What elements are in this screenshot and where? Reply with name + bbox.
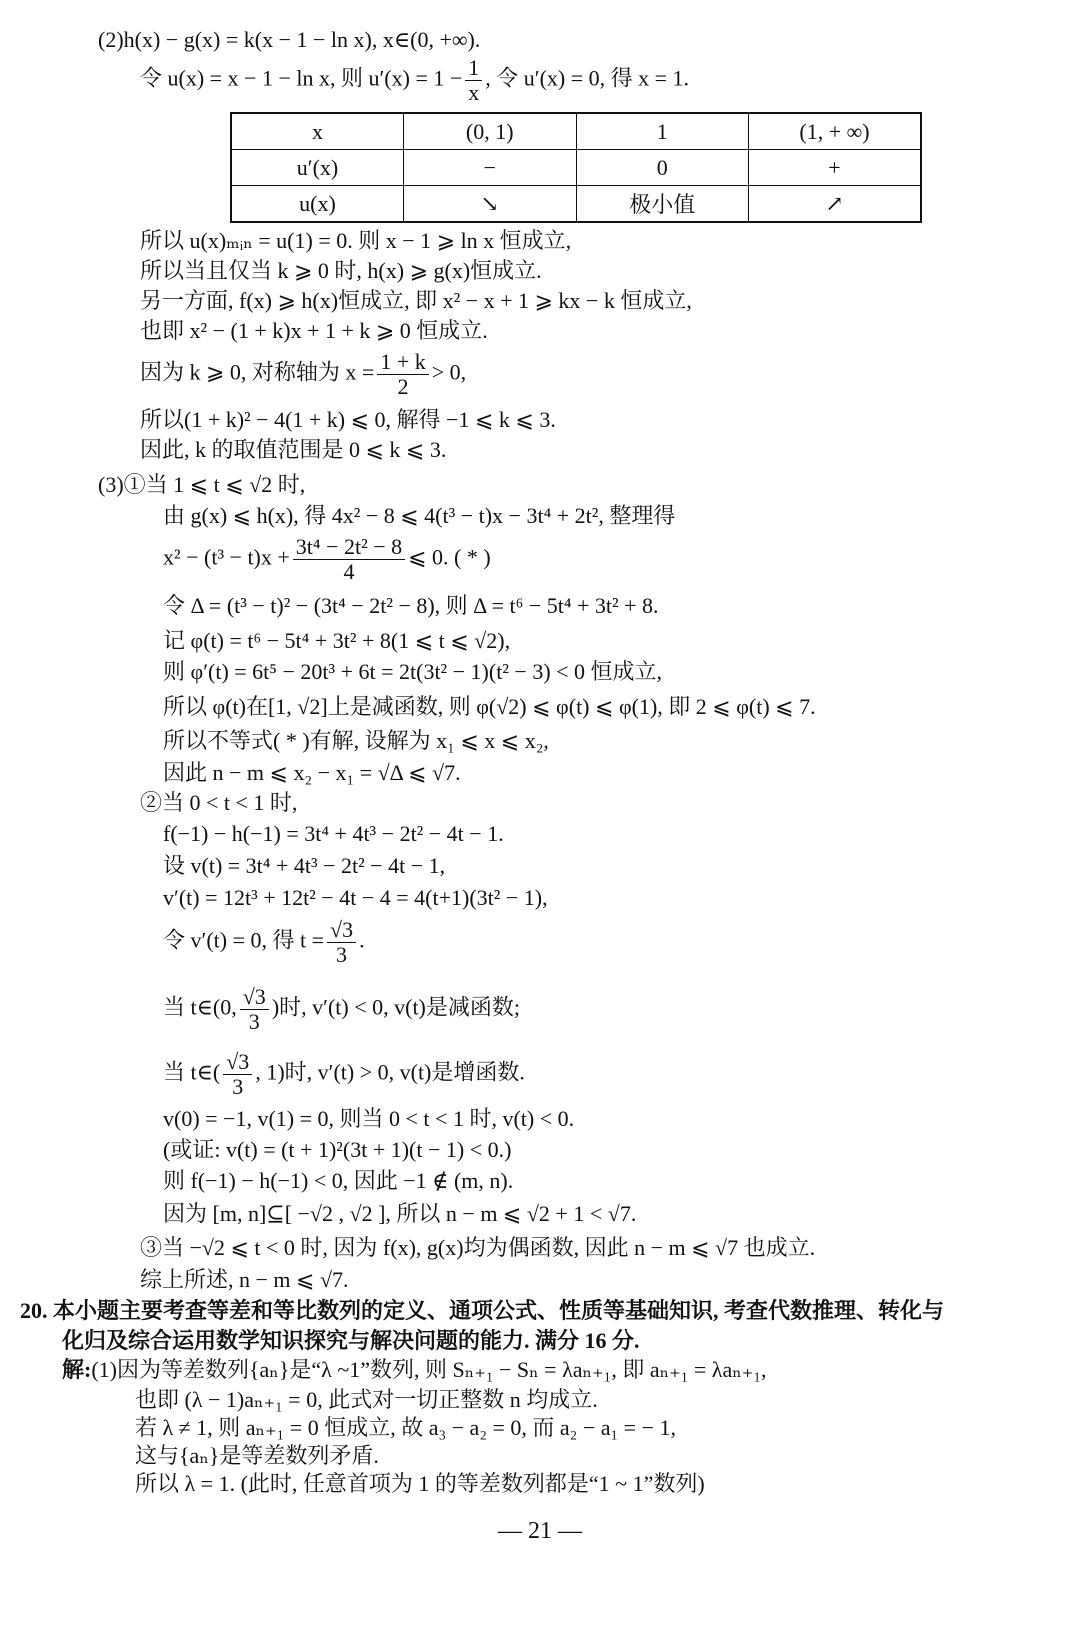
text: 当 t∈( [163, 1059, 221, 1085]
table-row [231, 186, 921, 223]
part3-line: (或证: v(t) = (t + 1)²(3t + 1)(t − 1) < 0.) [163, 1137, 512, 1162]
increasing-arrow-icon: ↗ [749, 186, 922, 223]
numerator: √3 [223, 1050, 252, 1075]
table-cell: 极小值 [576, 186, 749, 223]
part3-line: 所以 φ(t)在[1, √2]上是减函数, 则 φ(√2) ⩽ φ(t) ⩽ φ(1), 即 2 ⩽ φ(t) ⩽ 7. [163, 694, 816, 719]
part3-line: 因此 n − m ⩽ x₂ − x₁ = √Δ ⩽ √7. [163, 760, 461, 785]
part3-line: f(−1) − h(−1) = 3t⁴ + 4t³ − 2t² − 4t − 1. [163, 821, 504, 846]
text: (1)因为等差数列{aₙ}是“λ ~1”数列, 则 Sₙ₊₁ − Sₙ = λaₙ₊₁, 即 aₙ₊₁ = λaₙ₊₁, [91, 1357, 767, 1382]
part2-line: 所以(1 + k)² − 4(1 + k) ⩽ 0, 解得 −1 ⩽ k ⩽ 3. [140, 407, 556, 432]
part3-line: 综上所述, n − m ⩽ √7. [140, 1267, 349, 1292]
part3-line [163, 1050, 525, 1099]
table-cell: u′(x) [231, 150, 404, 186]
table-cell: x [231, 113, 404, 150]
part3-line: 则 φ′(t) = 6t⁵ − 20t³ + 6t = 2t(3t² − 1)(t² − 3) < 0 恒成立, [163, 659, 663, 684]
table-cell: + [749, 150, 922, 186]
fraction [465, 56, 482, 105]
q20-line: 所以 λ = 1. (此时, 任意首项为 1 的等差数列都是“1 ~ 1”数列) [135, 1471, 705, 1496]
fraction [223, 1050, 252, 1099]
fraction [240, 985, 269, 1034]
q20-heading: 20. 本小题主要考查等差和等比数列的定义、通项公式、性质等基础知识, 考查代数推理、转化与 [20, 1298, 945, 1323]
fraction [377, 350, 428, 399]
part2-line [140, 350, 466, 399]
numerator: √3 [327, 918, 356, 943]
denominator: 3 [248, 1009, 260, 1034]
text: 因为 k ⩾ 0, 对称轴为 x = [140, 359, 375, 385]
q20-line [62, 1357, 767, 1383]
text: , 令 u′(x) = 0, 得 x = 1. [485, 65, 690, 91]
monotonicity-table [230, 112, 922, 223]
text: 令 v′(t) = 0, 得 t = [163, 927, 325, 953]
text: , 1)时, v′(t) > 0, v(t)是增函数. [255, 1059, 525, 1085]
table-cell: 1 [576, 113, 749, 150]
part3-line: 所以不等式( * )有解, 设解为 x₁ ⩽ x ⩽ x₂, [163, 728, 549, 753]
part3-line: 由 g(x) ⩽ h(x), 得 4x² − 8 ⩽ 4(t³ − t)x − 3t⁴ + 2t², 整理得 [163, 503, 676, 528]
text: x² − (t³ − t)x + [163, 544, 290, 570]
part3-line: (3)①当 1 ⩽ t ⩽ √2 时, [98, 472, 306, 497]
part2-line: 所以 u(x)ₘᵢₙ = u(1) = 0. 则 x − 1 ⩾ ln x 恒成立, [140, 228, 572, 253]
table-row [231, 150, 921, 186]
numerator: 1 + k [377, 350, 428, 375]
part3-line: 记 φ(t) = t⁶ − 5t⁴ + 3t² + 8(1 ⩽ t ⩽ √2), [163, 628, 511, 653]
fraction [327, 918, 356, 967]
table-cell: (0, 1) [404, 113, 577, 150]
table-cell: (1, + ∞) [749, 113, 922, 150]
numerator: 3t⁴ − 2t² − 8 [293, 535, 405, 560]
q20-line: 也即 (λ − 1)aₙ₊₁ = 0, 此式对一切正整数 n 均成立. [135, 1387, 598, 1412]
table-cell: − [404, 150, 577, 186]
part2-line: (2)h(x) − g(x) = k(x − 1 − ln x), x∈(0, +∞). [98, 27, 481, 52]
numerator: √3 [240, 985, 269, 1010]
q20-line: 这与{aₙ}是等差数列矛盾. [135, 1443, 379, 1468]
denominator: 3 [336, 942, 348, 967]
part2-line: 因此, k 的取值范围是 0 ⩽ k ⩽ 3. [140, 437, 447, 462]
part3-line: ③当 −√2 ⩽ t < 0 时, 因为 f(x), g(x)均为偶函数, 因此 n − m ⩽ √7 也成立. [140, 1235, 816, 1260]
part3-line: 则 f(−1) − h(−1) < 0, 因此 −1 ∉ (m, n). [163, 1168, 514, 1193]
text: 当 t∈(0, [163, 994, 237, 1020]
text: ⩽ 0. ( * ) [408, 544, 491, 570]
table-cell: u(x) [231, 186, 404, 223]
part3-line: ②当 0 < t < 1 时, [140, 790, 298, 815]
fraction [293, 535, 405, 584]
solution-label: 解: [62, 1357, 92, 1382]
q20-line: 若 λ ≠ 1, 则 aₙ₊₁ = 0 恒成立, 故 a₃ − a₂ = 0, 而 a₂ − a₁ = − 1, [135, 1415, 676, 1440]
text: )时, v′(t) < 0, v(t)是减函数; [271, 994, 521, 1020]
table-cell: 0 [576, 150, 749, 186]
part3-line: 令 Δ = (t³ − t)² − (3t⁴ − 2t² − 8), 则 Δ = t⁶ − 5t⁴ + 3t² + 8. [163, 593, 659, 618]
page-number: — 21 — [498, 1518, 582, 1544]
part2-line: 另一方面, f(x) ⩾ h(x)恒成立, 即 x² − x + 1 ⩾ kx − k 恒成立, [140, 288, 692, 313]
denominator: 4 [343, 559, 355, 584]
numerator: 1 [465, 56, 482, 81]
table-row [231, 113, 921, 150]
denominator: 2 [397, 374, 409, 399]
part2-line [140, 56, 689, 105]
part3-line: 设 v(t) = 3t⁴ + 4t³ − 2t² − 4t − 1, [163, 853, 446, 878]
part3-line: 因为 [m, n]⊆[ −√2 , √2 ], 所以 n − m ⩽ √2 + 1 < √7. [163, 1201, 637, 1226]
part3-line [163, 985, 520, 1034]
part3-line [163, 535, 491, 584]
q20-heading: 化归及综合运用数学知识探究与解决问题的能力. 满分 16 分. [62, 1328, 640, 1353]
text: > 0, [431, 359, 467, 385]
part3-line: v(0) = −1, v(1) = 0, 则当 0 < t < 1 时, v(t) < 0. [163, 1106, 575, 1131]
part3-line: v′(t) = 12t³ + 12t² − 4t − 4 = 4(t+1)(3t² − 1), [163, 885, 548, 910]
part3-line [163, 918, 365, 967]
decreasing-arrow-icon: ↘ [404, 186, 577, 223]
text: . [359, 927, 365, 953]
denominator: x [468, 80, 480, 105]
denominator: 3 [232, 1074, 244, 1099]
part2-line: 所以当且仅当 k ⩾ 0 时, h(x) ⩾ g(x)恒成立. [140, 258, 542, 283]
part2-line: 也即 x² − (1 + k)x + 1 + k ⩾ 0 恒成立. [140, 318, 488, 343]
text: 令 u(x) = x − 1 − ln x, 则 u′(x) = 1 − [140, 65, 463, 91]
